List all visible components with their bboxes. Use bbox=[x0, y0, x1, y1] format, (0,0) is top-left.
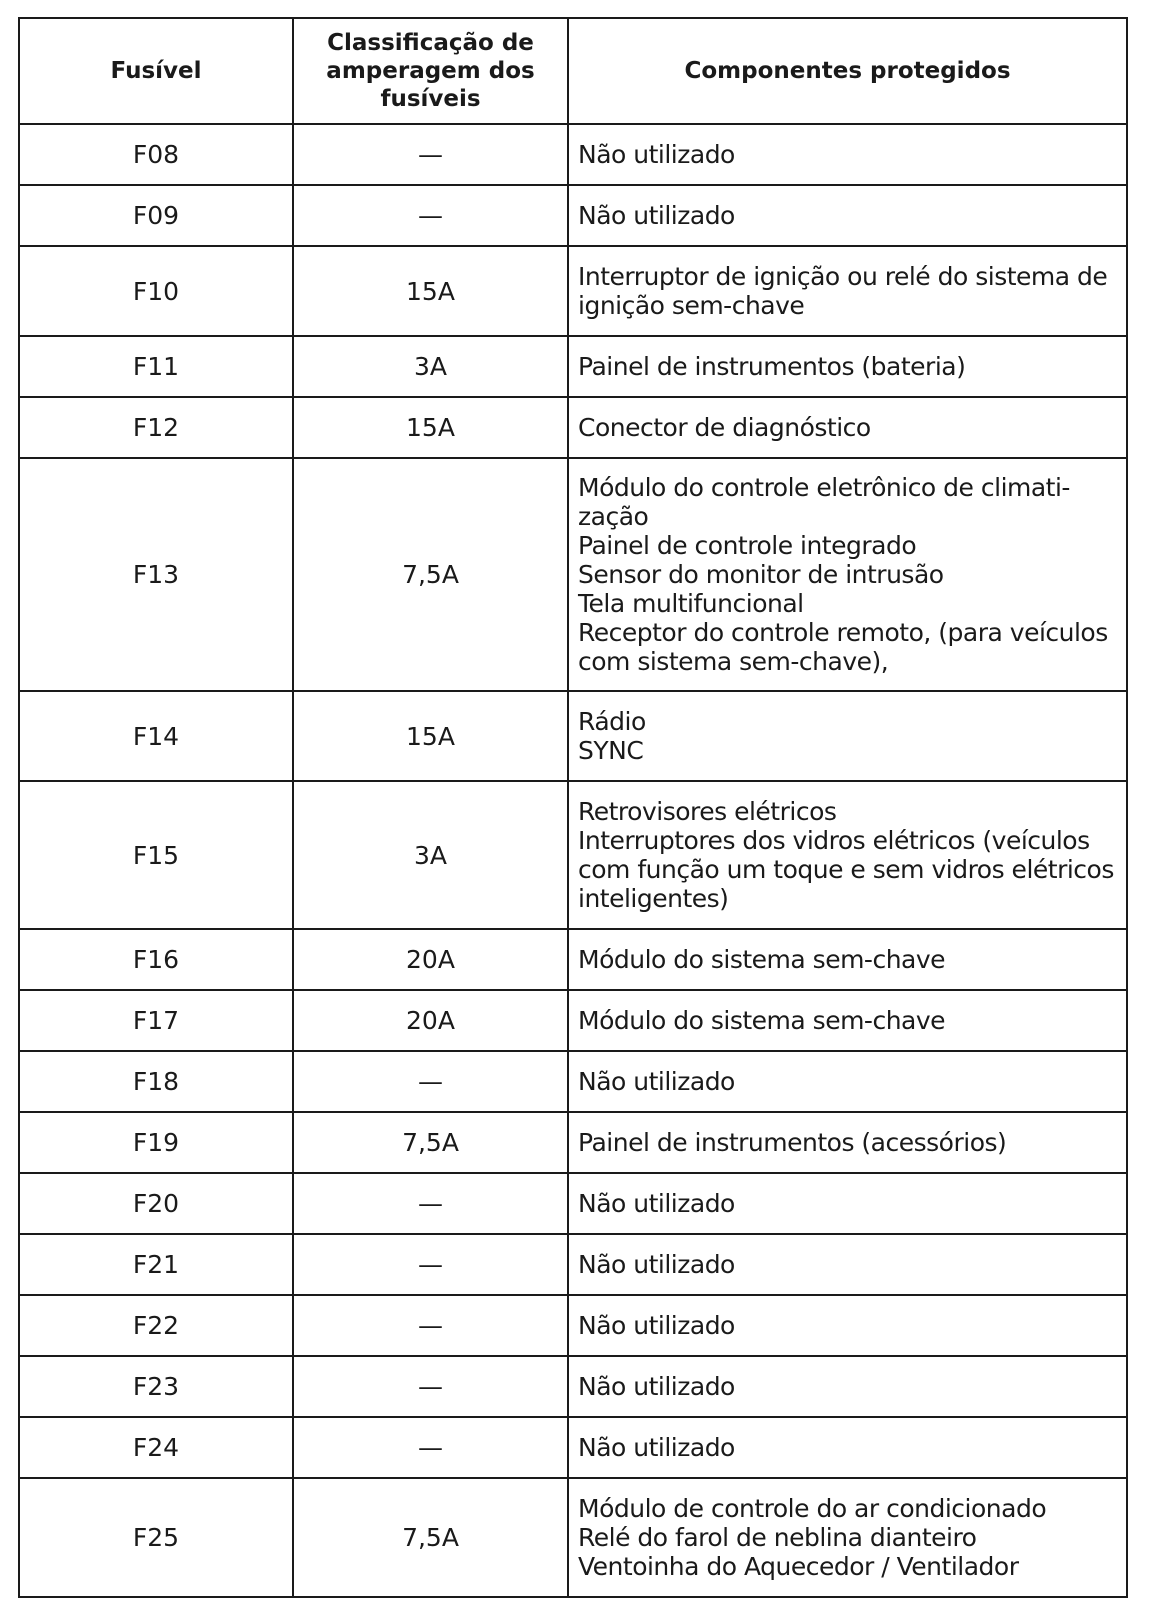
components-cell bbox=[568, 124, 1127, 185]
fuse-cell: F17 bbox=[19, 990, 293, 1051]
table-row bbox=[19, 397, 1127, 458]
table-row bbox=[19, 246, 1127, 336]
fuse-cell: F24 bbox=[19, 1417, 293, 1478]
amperage-cell: 20A bbox=[293, 929, 568, 990]
components-cell bbox=[568, 1295, 1127, 1356]
amperage-cell: — bbox=[293, 185, 568, 246]
component-line: Módulo do sistema sem-chave bbox=[578, 1006, 946, 1035]
component-line: Retrovisores elétricos bbox=[578, 797, 837, 826]
fuse-cell: F15 bbox=[19, 781, 293, 929]
components-cell bbox=[568, 1234, 1127, 1295]
amperage-cell: 3A bbox=[293, 781, 568, 929]
fuse-cell: F22 bbox=[19, 1295, 293, 1356]
fuse-cell: F10 bbox=[19, 246, 293, 336]
amperage-cell: — bbox=[293, 1051, 568, 1112]
component-line: Módulo de controle do ar condicionado bbox=[578, 1494, 1047, 1523]
table-row bbox=[19, 1173, 1127, 1234]
component-line: Não utilizado bbox=[578, 1433, 735, 1462]
component-line: Receptor do controle remoto, (para veículos com sistema sem-chave), bbox=[578, 618, 1108, 676]
components-cell bbox=[568, 781, 1127, 929]
table-row bbox=[19, 990, 1127, 1051]
table-row bbox=[19, 1112, 1127, 1173]
fuse-cell: F25 bbox=[19, 1478, 293, 1597]
fuse-cell: F20 bbox=[19, 1173, 293, 1234]
table-row bbox=[19, 1417, 1127, 1478]
components-cell bbox=[568, 1356, 1127, 1417]
amperage-cell: — bbox=[293, 124, 568, 185]
components-cell bbox=[568, 990, 1127, 1051]
amperage-cell: — bbox=[293, 1234, 568, 1295]
header-row bbox=[19, 18, 1127, 124]
components-cell bbox=[568, 929, 1127, 990]
amperage-cell: 15A bbox=[293, 246, 568, 336]
components-cell bbox=[568, 185, 1127, 246]
component-line: Não utilizado bbox=[578, 201, 735, 230]
components-cell bbox=[568, 336, 1127, 397]
components-cell bbox=[568, 246, 1127, 336]
amperage-cell: 7,5A bbox=[293, 1478, 568, 1597]
table-row bbox=[19, 124, 1127, 185]
amperage-cell: 3A bbox=[293, 336, 568, 397]
header-components: Componentes protegidos bbox=[568, 18, 1127, 124]
table-row bbox=[19, 1234, 1127, 1295]
components-cell bbox=[568, 691, 1127, 781]
header-fuse: Fusível bbox=[19, 18, 293, 124]
amperage-cell: 15A bbox=[293, 397, 568, 458]
component-line: Interruptores dos vidros elétricos (veículos com função um toque e sem vidros elétricos inteligentes) bbox=[578, 826, 1114, 913]
fuse-cell: F09 bbox=[19, 185, 293, 246]
component-line: Sensor do monitor de intrusão bbox=[578, 560, 944, 589]
fuse-cell: F12 bbox=[19, 397, 293, 458]
component-line: SYNC bbox=[578, 736, 644, 765]
component-line: Não utilizado bbox=[578, 1311, 735, 1340]
components-cell bbox=[568, 1417, 1127, 1478]
component-line: Não utilizado bbox=[578, 1067, 735, 1096]
component-line: Não utilizado bbox=[578, 140, 735, 169]
amperage-cell: — bbox=[293, 1173, 568, 1234]
table-row bbox=[19, 781, 1127, 929]
fuse-cell: F16 bbox=[19, 929, 293, 990]
amperage-cell: — bbox=[293, 1417, 568, 1478]
component-line: Painel de instrumentos (acessórios) bbox=[578, 1128, 1007, 1157]
fuse-cell: F08 bbox=[19, 124, 293, 185]
header-amperage: Classificação de amperagem dos fusíveis bbox=[293, 18, 568, 124]
component-line: Não utilizado bbox=[578, 1372, 735, 1401]
amperage-cell: — bbox=[293, 1295, 568, 1356]
table-row bbox=[19, 1051, 1127, 1112]
amperage-cell: 7,5A bbox=[293, 458, 568, 691]
table-row bbox=[19, 929, 1127, 990]
table-row bbox=[19, 458, 1127, 691]
component-line: Não utilizado bbox=[578, 1250, 735, 1279]
table-row bbox=[19, 1478, 1127, 1597]
component-line: Módulo do sistema sem-chave bbox=[578, 945, 946, 974]
amperage-cell: — bbox=[293, 1356, 568, 1417]
table-row bbox=[19, 1356, 1127, 1417]
component-line: Ventoinha do Aquecedor / Ventilador bbox=[578, 1552, 1019, 1581]
amperage-cell: 20A bbox=[293, 990, 568, 1051]
components-cell bbox=[568, 458, 1127, 691]
components-cell bbox=[568, 397, 1127, 458]
fuse-cell: F13 bbox=[19, 458, 293, 691]
fuse-cell: F21 bbox=[19, 1234, 293, 1295]
components-cell bbox=[568, 1051, 1127, 1112]
components-cell bbox=[568, 1478, 1127, 1597]
component-line: Painel de instrumentos (bateria) bbox=[578, 352, 966, 381]
amperage-cell: 7,5A bbox=[293, 1112, 568, 1173]
component-line: Módulo do controle eletrônico de climati-zação bbox=[578, 473, 1070, 531]
amperage-cell: 15A bbox=[293, 691, 568, 781]
component-line: Painel de controle integrado bbox=[578, 531, 917, 560]
fuse-cell: F14 bbox=[19, 691, 293, 781]
fuse-cell: F11 bbox=[19, 336, 293, 397]
fuse-cell: F19 bbox=[19, 1112, 293, 1173]
component-line: Relé do farol de neblina dianteiro bbox=[578, 1523, 977, 1552]
component-line: Interruptor de ignição ou relé do sistema de ignição sem-chave bbox=[578, 262, 1108, 320]
fuse-cell: F23 bbox=[19, 1356, 293, 1417]
fuse-cell: F18 bbox=[19, 1051, 293, 1112]
component-line: Não utilizado bbox=[578, 1189, 735, 1218]
component-line: Tela multifuncional bbox=[578, 589, 804, 618]
component-line: Conector de diagnóstico bbox=[578, 413, 871, 442]
table-row bbox=[19, 185, 1127, 246]
component-line: Rádio bbox=[578, 707, 646, 736]
components-cell bbox=[568, 1112, 1127, 1173]
fuse-table bbox=[18, 17, 1128, 1598]
table-row bbox=[19, 336, 1127, 397]
components-cell bbox=[568, 1173, 1127, 1234]
table-row bbox=[19, 1295, 1127, 1356]
table-row bbox=[19, 691, 1127, 781]
